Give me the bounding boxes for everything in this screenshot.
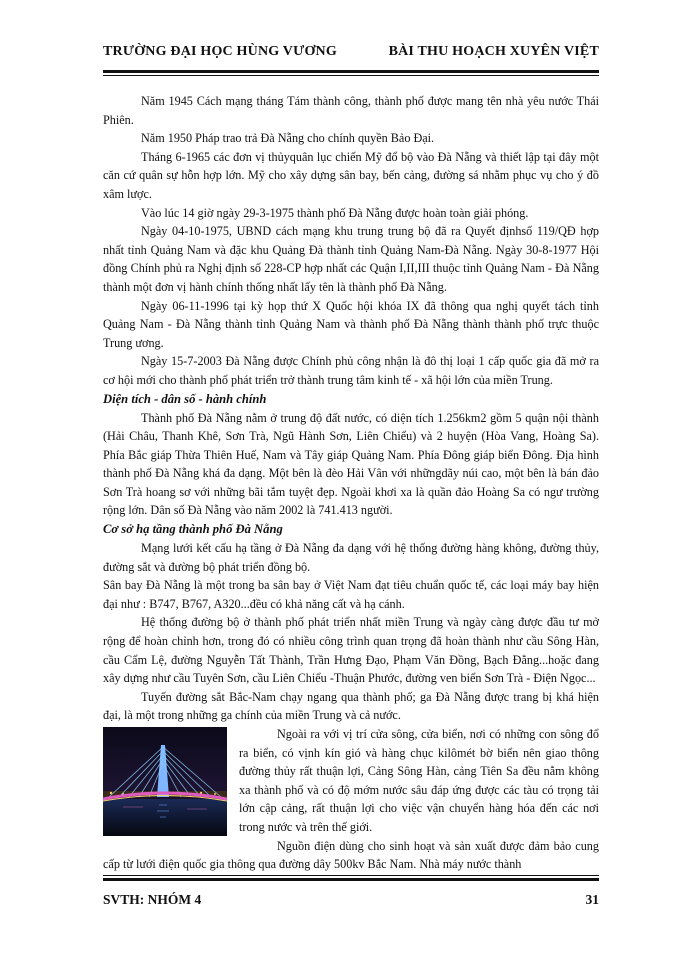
page-footer [103, 892, 599, 912]
paragraph-1975-liberation: Vào lúc 14 giờ ngày 29-3-1975 thành phố Đà Nẵng được hoàn toàn giải phóng. [141, 205, 529, 220]
heading-area-population: Diện tích - dân số - hành chính [103, 391, 267, 406]
header-school-name: TRƯỜNG ĐẠI HỌC HÙNG VƯƠNG [103, 44, 337, 59]
paragraph-area-population: Thành phố Đà Nẵng nằm ở trung độ đất nước, có diện tích 1.256km2 gồm 5 quận nội thành (Hải Châu, Thanh Khê, Sơn Trà, Ngũ Hành Sơn, Liên Chiểu) và 2 huyện (Hòa Vang, Hoàng Sa). Phía Bắc giáp Thừa Thiên Huế, Nam và Tây giáp Quảng Nam. Phía Đông giáp biển Đông. Địa hình thành phố Đà Nẵng khá đa dạng. Một bên là đèo Hải Vân với nhữngdãy núi cao, một bên là bán đảo Sơn Trà hoang sơ với những bãi tắm tuyệt đẹp. Ngoài khơi xa là quần đảo Hoàng Sa có ngư trường rộng lớn. Dân số Đà Nẵng vào năm 2002 là 741.413 người. [103, 410, 599, 518]
paragraph-1996: Ngày 06-11-1996 tại kỳ họp thứ X Quốc hội khóa IX đã thông qua nghị quyết tách tỉnh Quảng Nam - Đà Nẵng thành tỉnh Quảng Nam và thành phố Đà Nẵng thành thành phố trực thuộc Trung ương. [103, 298, 599, 350]
paragraph-1950: Năm 1950 Pháp trao trả Đà Nẵng cho chính quyền Bảo Đại. [141, 131, 435, 146]
header-rule-thick [103, 70, 599, 73]
footer-rule-thick [103, 878, 599, 881]
header-rule-thin [103, 75, 599, 76]
footer-rule-thin [103, 875, 599, 876]
document-body [103, 92, 599, 874]
page-header [103, 44, 599, 64]
bridge-night-photo [103, 727, 227, 836]
paragraph-airport: Sân bay Đà Nẵng là một trong ba sân bay ở Việt Nam đạt tiêu chuẩn quốc tế, các loại máy bay hiện đại như : B747, B767, A320...đều có khả năng cất và hạ cánh. [103, 578, 599, 611]
paragraph-1975-merger: Ngày 04-10-1975, UBND cách mạng khu trung trung bộ đã ra Quyết địnhsố 119/QĐ hợp nhất tỉnh Quảng Nam và đặc khu Quảng Đà thành tỉnh Quảng Nam-Đà Nẵng. Ngày 30-8-1977 Hội đồng Chính phủ ra Nghị định số 228-CP hợp nhất các Quận I,II,III thuộc tỉnh Quảng Nam - Đà Nẵng thành một đơn vị hành chính thống nhất lấy tên là thành phố Đà Nẵng. [103, 224, 599, 294]
paragraph-railway: Tuyến đường sắt Bắc-Nam chạy ngang qua thành phố; ga Đà Nẵng được trang bị khá hiện đại, là một trong những ga chính của miền Trung và cả nước. [103, 689, 599, 723]
paragraph-infra-network: Mạng lưới kết cấu hạ tầng ở Đà Nẵng đa dạng với hệ thống đường hàng không, đường thủy, đường sắt và đường bộ phát triển đồng bộ. [103, 541, 599, 574]
photo-text-block [103, 725, 599, 874]
paragraph-roads: Hệ thống đường bộ ở thành phố phát triển nhất miền Trung và ngày càng được đầu tư mở rộng để hoàn chỉnh hơn, trong đó có nhiều công trình quan trọng đã hoàn thành như cầu Sông Hàn, cầu Cẩm Lệ, đường Nguyễn Tất Thành, Trần Hưng Đạo, Phạm Văn Đồng, Bạch Đằng...hoặc đang xây dựng như cầu Tuyên Sơn, cầu Liên Chiểu -Thuận Phước, đường ven biển Sơn Trà - Điện Ngọc... [103, 615, 599, 686]
footer-group-name: SVTH: NHÓM 4 [103, 892, 202, 907]
bridge-illustration [103, 727, 227, 836]
header-report-title: BÀI THU HOẠCH XUYÊN VIỆT [388, 44, 599, 59]
page-number: 31 [585, 892, 599, 907]
heading-infrastructure: Cơ sở hạ tầng thành phố Đà Nẵng [103, 522, 283, 537]
paragraph-1945: Năm 1945 Cách mạng tháng Tám thành công, thành phố được mang tên nhà yêu nước Thái Phiên. [103, 94, 599, 127]
paragraph-waterway: Ngoài ra với vị trí cửa sông, cửa biển, nơi có những con sông đổ ra biển, có vịnh kín gió và hàng chục kilômét bờ biển nên giao thông đường thủy rất thuận lợi, Cảng Sông Hàn, cảng Tiên Sa đều nằm không xa thành phố và có độ mớm nước sâu đáp ứng được các tàu có trọng tải lớn cập cảng, rất thuận lợi cho việc vận chuyển hàng hóa đến các nơi trong nước và trên thế giới. [239, 727, 599, 834]
paragraph-electricity: Nguồn điện dùng cho sinh hoạt và sản xuất được đảm bảo cung cấp từ lưới điện quốc gia thông qua đường dây 500kv Bắc Nam. Nhà máy nước thành [103, 838, 599, 872]
paragraph-1965: Tháng 6-1965 các đơn vị thủyquân lục chiến Mỹ đổ bộ vào Đà Nẵng và thiết lập tại đây một căn cứ quân sự hỗn hợp lớn. Mỹ cho xây dựng sân bay, bến cảng, đường sá nhằm phục vụ cho ý đồ xâm lược. [103, 149, 599, 201]
paragraph-2003: Ngày 15-7-2003 Đà Nẵng được Chính phủ công nhận là đô thị loại 1 cấp quốc gia đã mở ra cơ hội mới cho thành phố phát triển trở thành trung tâm kinh tế - xã hội lớn của miền Trung. [103, 354, 599, 387]
